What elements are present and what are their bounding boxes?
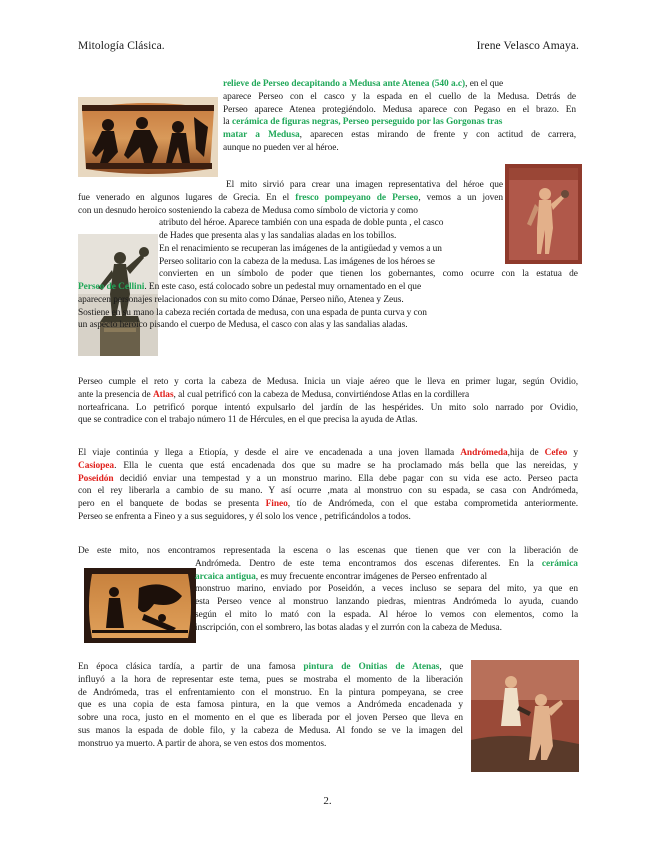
paragraph-relief-description <box>223 78 576 155</box>
text-line <box>223 78 576 91</box>
text-run: Andrómeda. Dentro de este tema encontramos dos escenas diferentes. En la <box>195 558 542 569</box>
text-run: sus manos la espada de doble filo, y la cabeza de Medusa. Al fondo se ve la imagen del <box>78 725 463 736</box>
text-run: Perseo se enfrenta a Fineo y a sus seguidores, y él solo los vence , petrificándolos a todos. <box>78 511 411 522</box>
text-run-group <box>223 117 502 127</box>
text-run-group <box>195 597 578 607</box>
highlight-character: Poseidón <box>78 473 114 484</box>
text-line <box>159 256 578 269</box>
text-run: atributo del héroe. Aparece también con una espada de doble punta , el casco <box>159 218 444 229</box>
highlight-artwork: cerámica <box>541 558 578 569</box>
text-run: con el rey liberarla a cambio de su mano. Y así ocurre ,mata al monstruo con su espada, se casa con Andrómeda, <box>78 486 578 497</box>
text-run: sobre una roca, justo en el momento en el que es liberada por el joven Perseo que lleva en <box>78 713 463 723</box>
text-line <box>78 725 463 738</box>
text-run: En el renacimiento se recuperan las imágenes de la antigüedad y vemos a un <box>159 243 442 254</box>
text-run: inscripción, con el sombrero, las botas aladas y el zurrón con la cabeza de Medusa. <box>195 622 502 633</box>
text-run-group <box>159 269 578 279</box>
text-run-group <box>78 282 421 292</box>
paragraph-late-classical <box>78 661 463 750</box>
text-line <box>78 402 578 415</box>
text-line <box>78 460 578 473</box>
text-run: fue venerado en algunos lugares de Grecia. En el <box>78 192 296 203</box>
text-line <box>159 217 578 230</box>
text-run-group <box>78 193 503 203</box>
text-run-group <box>78 700 463 710</box>
text-line <box>78 447 578 460</box>
image-pompeian-andromeda <box>471 660 579 772</box>
highlight-artwork: fresco pompeyano de Perseo <box>295 192 419 203</box>
text-run-group <box>159 231 396 241</box>
text-run-group <box>195 623 502 633</box>
text-line <box>78 389 578 402</box>
text-run: Perseo cumple el reto y corta la cabeza de Medusa. Inicia un viaje aéreo que le lleva en primer lugar, según Ovidio, <box>78 377 578 387</box>
text-run: pero en el banquete de bodas se presenta <box>78 499 266 509</box>
text-line <box>159 268 578 281</box>
text-run-group <box>223 79 503 89</box>
text-run: y <box>567 448 578 458</box>
text-line <box>78 738 463 751</box>
text-line <box>78 485 578 498</box>
header-right: Irene Velasco Amaya. <box>476 40 579 52</box>
image-perseus-medusa-relief <box>78 97 218 177</box>
text-run: ,hija de <box>507 448 545 458</box>
page-number: 2. <box>323 795 332 807</box>
text-run-group <box>78 308 427 318</box>
text-line <box>159 243 578 256</box>
text-run: , es muy frecuente encontrar imágenes de Perseo enfrentado al <box>255 571 488 582</box>
header-left: Mitología Clásica. <box>78 40 165 52</box>
text-run-group <box>78 320 408 330</box>
text-run-group <box>223 143 339 153</box>
text-run-group <box>78 713 463 723</box>
text-run-group <box>223 92 576 102</box>
text-run: aparece Perseo con el casco y la espada en el cuello de la Medusa. Detrás de <box>223 91 576 102</box>
text-line <box>78 674 463 687</box>
text-line <box>223 91 576 104</box>
text-line <box>223 142 576 155</box>
text-line <box>159 230 578 243</box>
text-run: Perseo aparece Atenea protegiéndolo. Medusa aparece con Pegaso en el brazo. En <box>223 104 576 115</box>
text-run: la <box>223 117 232 128</box>
text-run-group <box>78 474 578 484</box>
text-line <box>195 609 578 622</box>
text-line <box>195 622 578 635</box>
text-run: , tío de Andrómeda, con el que estaba comprometida anteriormente. <box>287 499 578 509</box>
text-line <box>195 571 578 584</box>
text-run: El mito sirvió para crear una imagen representativa del héroe que <box>226 180 503 190</box>
text-run-group <box>195 559 578 569</box>
text-line <box>78 192 503 205</box>
text-run: En época clásica tardía, a partir de una famosa <box>78 662 304 672</box>
text-line <box>78 687 463 700</box>
text-line <box>78 712 463 725</box>
text-line <box>78 414 578 427</box>
text-run: Perseo solitario con la cabeza de la medusa. Las imágenes de los héroes se <box>159 256 435 267</box>
text-run: , vemos a un joven <box>418 192 503 203</box>
text-run: , al cual petrificó con la cabeza de Medusa, convirtiéndose Atlas en la cordillera <box>173 389 470 400</box>
text-line <box>78 699 463 712</box>
text-run-group <box>195 610 578 620</box>
highlight-artwork: Perseo de Cellini <box>78 282 145 292</box>
text-run: norteafricana. Lo petrificó porque intentó expulsarlo del jardín de las hespérides. Un mito solo narrado por Ovidio, <box>78 402 578 413</box>
text-run: monstruo ya muerto. A partir de ahora, se ven estos dos momentos. <box>78 738 327 749</box>
text-run: . En este caso, está colocado sobre un pedestal muy ornamentado en el que <box>144 282 422 292</box>
text-line <box>78 661 463 674</box>
text-run: . Ella le cuenta que está encadenada dos que su madre se ha proclamado más bella que las nereidas, y <box>114 460 578 471</box>
text-run-group <box>159 244 442 254</box>
paragraph-hero-image <box>78 179 578 332</box>
text-run-group <box>78 499 578 509</box>
text-run: Sostiene en su mano la cabeza recién cortada de medusa, con una espada de punta curva y con <box>78 307 427 318</box>
text-run-group <box>78 415 417 425</box>
text-run-group <box>78 546 578 556</box>
text-line <box>78 376 578 389</box>
text-run: influyó a la hora de representar este tema, pues se mostraba el momento de la liberación <box>78 674 463 685</box>
text-run-group <box>78 675 463 685</box>
text-run: De este mito, nos encontramos representada la escena o las escenas que tienen que ver con la liberación de <box>78 546 578 556</box>
text-run-group <box>78 726 463 736</box>
text-run-group <box>78 448 578 458</box>
highlight-artwork: arcaica antigua <box>195 571 256 582</box>
text-run: con un desnudo heroico sosteniendo la cabeza de Medusa como símbolo de victoria y como <box>78 205 418 216</box>
text-run: ante la presencia de <box>78 389 153 400</box>
highlight-character: Atlas <box>152 389 174 400</box>
text-run: convierten en un símbolo de poder que tienen los gobernantes, como ocurre con la estatua de <box>159 269 578 280</box>
highlight-artwork: cerámica de figuras negras, Perseo perseguido por las Gorgonas tras <box>231 117 503 128</box>
text-run-group <box>159 257 435 267</box>
text-line <box>78 473 578 486</box>
text-run: un aspecto heroico pisando el cuerpo de Medusa, el casco con alas y las sandalias aladas. <box>78 320 408 331</box>
text-run-group <box>78 403 578 413</box>
text-run: , aparecen estas mirando de frente y con actitud de carrera, <box>299 130 576 140</box>
text-line <box>78 205 578 218</box>
text-run: , en el que <box>465 79 504 89</box>
text-line <box>78 319 578 332</box>
text-line <box>78 511 578 524</box>
highlight-artwork: pintura de Onitias de Atenas <box>303 662 440 672</box>
text-run-group <box>78 739 326 749</box>
text-run-group <box>78 206 418 216</box>
text-run: de Hades que presenta alas y las sandalias aladas en los tobillos. <box>159 231 397 241</box>
text-run-group <box>78 688 463 698</box>
highlight-character: Fineo <box>265 499 288 509</box>
text-line <box>223 129 576 142</box>
text-run-group <box>159 218 443 228</box>
text-run: aunque no pueden ver al héroe. <box>223 142 339 153</box>
highlight-artwork: relieve de Perseo decapitando a Medusa ante Atenea (540 a.c) <box>223 79 466 89</box>
text-run-group <box>78 461 578 471</box>
text-run-group <box>223 130 576 140</box>
highlight-character: Andrómeda <box>460 448 508 458</box>
paragraph-atlas <box>78 376 578 427</box>
text-line <box>223 104 576 117</box>
text-line <box>223 116 576 129</box>
text-line <box>195 596 578 609</box>
text-run-group <box>78 377 578 387</box>
text-line <box>78 294 578 307</box>
text-run: El viaje continúa y llega a Etiopía, y desde el aire ve encadenada a una joven llamada <box>78 448 461 458</box>
text-run: esta Perseo vence al monstruo lanzando piedras, mientras Andrómeda lo ayuda, cuando <box>195 597 578 607</box>
text-run: monstruo marino, enviado por Poseidón, a veces incluso se separa del mito, ya que en <box>195 584 578 595</box>
text-run: aparecen personajes relacionados con su mito como Dánae, Perseo niño, Atenea y Zeus. <box>78 294 404 305</box>
text-run-group <box>195 584 578 594</box>
text-run-group <box>223 105 576 115</box>
highlight-character: Casiopea <box>78 460 115 471</box>
text-line <box>195 583 578 596</box>
text-run-group <box>78 295 404 305</box>
text-run-group <box>78 390 469 400</box>
text-run-group <box>78 512 411 522</box>
text-run: de Andrómeda, tras el enfrentamiento con el monstruo. En la pintura pompeyana, se cree <box>78 687 463 698</box>
text-run-group <box>78 662 463 672</box>
highlight-character: Cefeo <box>544 448 568 458</box>
text-line <box>78 498 578 511</box>
text-run: que se contradice con el trabajo número 11 de Hércules, en el que precisa la ayuda de Atlas. <box>78 415 418 426</box>
text-line <box>195 558 578 571</box>
text-line <box>78 281 578 294</box>
highlight-artwork: matar a Medusa <box>223 130 300 140</box>
text-run: según el mito lo mató con la espada. Al héroe lo vemos con elementos, como la <box>195 609 578 620</box>
text-line <box>78 545 578 558</box>
text-run-group <box>195 572 487 582</box>
text-line <box>78 307 578 320</box>
text-line <box>226 179 503 192</box>
paragraph-andromeda-liberation <box>78 545 578 634</box>
text-run-group <box>78 486 578 496</box>
paragraph-andromeda-journey <box>78 447 578 524</box>
text-run: decidió enviar una tempestad y a un monstruo marino. Ella debe pagar con su vida ese acto. Perseo pacta <box>113 473 578 484</box>
text-run-group <box>226 180 503 190</box>
text-run: que es una copia de esta famosa pintura, en la que vemos a Andrómeda encadenada y <box>78 700 463 711</box>
text-run: , que <box>439 662 463 672</box>
